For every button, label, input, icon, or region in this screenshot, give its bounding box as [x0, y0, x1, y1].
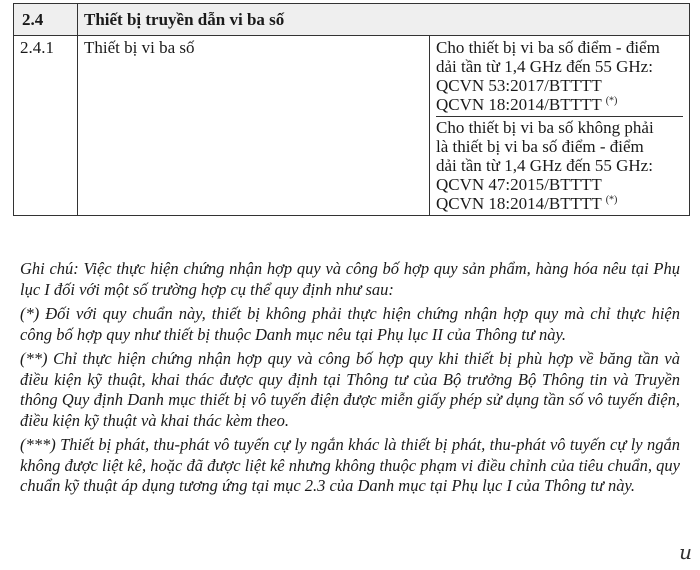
item-number: 2.4.1: [14, 36, 78, 216]
standards-table: [13, 3, 690, 216]
footnote-mark: (*): [605, 95, 618, 107]
note-3: (***) Thiết bị phát, thu-phát vô tuyến cự ly ngắn khác là thiết bị phát, thu-phát vô tuyến cự ly ngắn không được liệt kê, hoặc đã được liệt kê nhưng không thuộc phạm vi điều chỉnh của tiêu chuẩn, quy chuẩn kỹ thuật áp dụng tương ứng tại mục 2.3 của Danh mục tại Phụ lục I của Thông tư này.: [20, 435, 680, 495]
standard-line: dải tần từ 1,4 GHz đến 55 GHz:: [436, 156, 653, 175]
section-title: Thiết bị truyền dẫn vi ba số: [78, 4, 690, 36]
section-header-row: [14, 4, 690, 36]
section-number: 2.4: [14, 4, 78, 36]
note-2: (**) Chỉ thực hiện chứng nhận hợp quy và công bố hợp quy khi thiết bị phù hợp về băng tần và điều kiện kỹ thuật, khai thác được quy định tại Thông tư của Bộ trưởng Bộ Thông tin và Truyền thông Quy định Danh mục thiết bị vô tuyến điện được miễn giấy phép sử dụng tần số vô tuyến điện, điều kiện kỹ thuật và khai thác kèm theo.: [20, 349, 680, 430]
note-intro: Ghi chú: Việc thực hiện chứng nhận hợp quy và công bố hợp quy sản phẩm, hàng hóa nêu tại Phụ lục I đối với một số trường hợp cụ thể quy định như sau:: [20, 259, 680, 299]
standard-line: là thiết bị vi ba số điểm - điểm: [436, 137, 644, 156]
standard-line: Cho thiết bị vi ba số không phải: [436, 118, 654, 137]
standard-code: QCVN 18:2014/BTTTT: [436, 95, 602, 114]
standards-cell: [430, 36, 690, 216]
standard-line: QCVN 47:2015/BTTTT: [436, 175, 602, 194]
handwritten-mark: u: [679, 540, 692, 564]
standard-line: QCVN 53:2017/BTTTT: [436, 76, 602, 95]
device-name: Thiết bị vi ba số: [78, 36, 430, 216]
table-row: [14, 36, 690, 216]
notes-section: [20, 259, 680, 501]
standard-line: Cho thiết bị vi ba số điểm - điểm: [436, 38, 660, 57]
standard-block-1: [436, 38, 683, 114]
note-1: (*) Đối với quy chuẩn này, thiết bị không phải thực hiện chứng nhận hợp quy mà chỉ thực hiện công bố hợp quy như thiết bị thuộc Danh mục nêu tại Phụ lục II của Thông tư này.: [20, 304, 680, 344]
footnote-mark: (*): [605, 194, 618, 206]
standard-code: QCVN 18:2014/BTTTT: [436, 194, 602, 213]
standard-line: dải tần từ 1,4 GHz đến 55 GHz:: [436, 57, 653, 76]
standard-block-2: [436, 116, 683, 213]
